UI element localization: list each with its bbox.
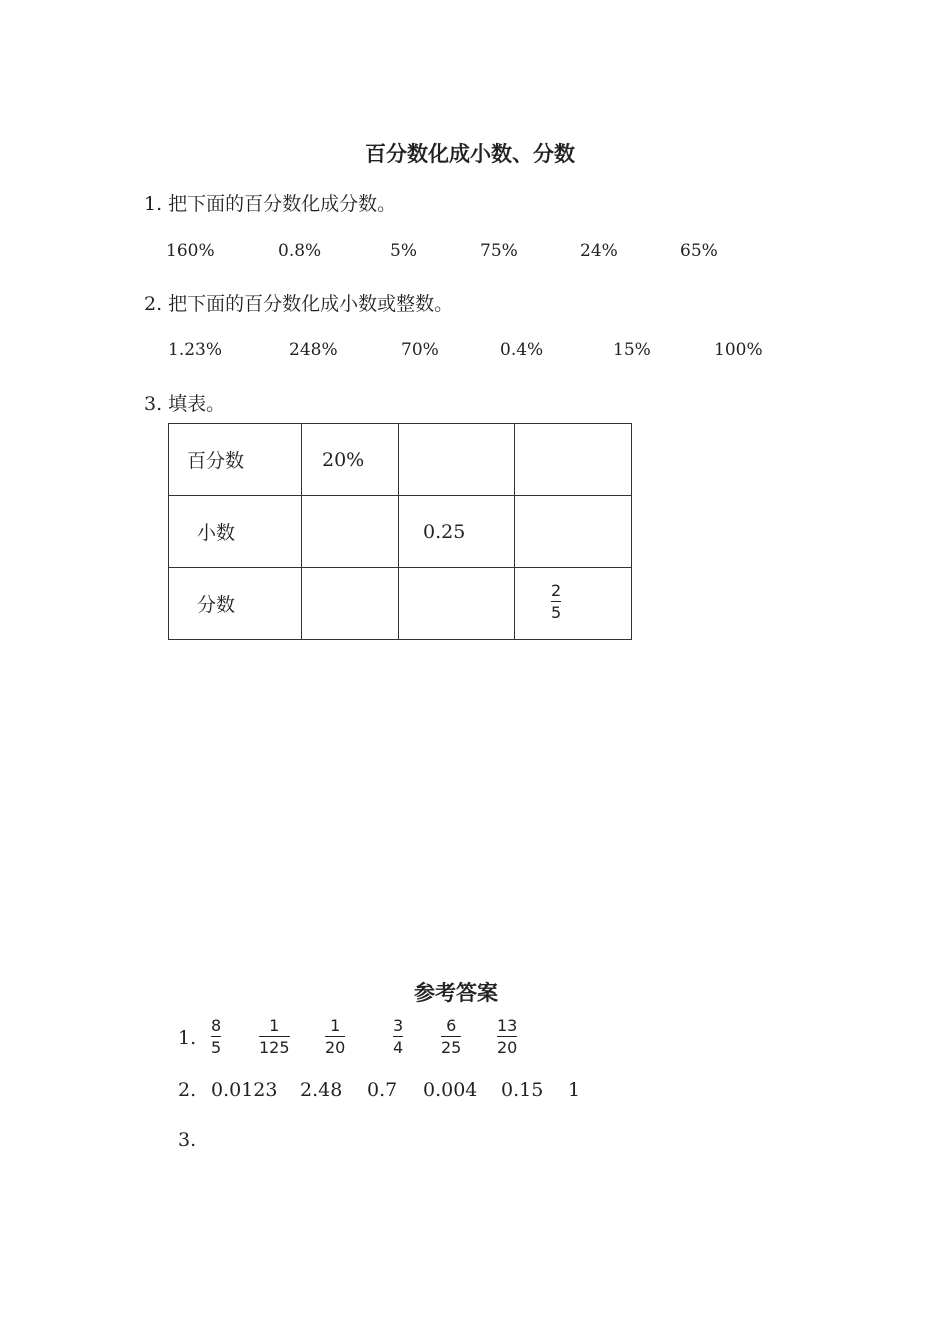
question-1-label: 1. 把下面的百分数化成分数。: [144, 193, 397, 215]
table-row: [169, 568, 632, 640]
table-cell: [515, 424, 632, 496]
table-cell: [399, 568, 515, 640]
q2-item: 248%: [289, 340, 338, 360]
answer-2-value: 0.7: [367, 1079, 398, 1101]
answer-fraction: [211, 1017, 221, 1056]
fraction-bar: [259, 1036, 290, 1037]
q1-item: 65%: [680, 241, 718, 261]
table-cell: 20%: [302, 424, 399, 496]
table-cell: [302, 496, 399, 568]
fraction-bar: [497, 1036, 517, 1037]
q1-item: 75%: [480, 241, 518, 261]
q1-item: 0.8%: [278, 241, 322, 261]
fraction-denominator: 20: [325, 1038, 346, 1057]
answers-title: 参考答案: [414, 981, 498, 1005]
fraction-numerator: 6: [446, 1016, 457, 1035]
fraction-numerator: 2: [551, 581, 562, 600]
fraction-denominator: 20: [497, 1038, 518, 1057]
fraction-bar: [441, 1036, 461, 1037]
table-cell: [515, 568, 632, 640]
question-3-label: 3. 填表。: [144, 393, 226, 415]
table-row: [169, 424, 632, 496]
fraction-numerator: 1: [330, 1016, 341, 1035]
table-cell: [515, 496, 632, 568]
table-row: [169, 496, 632, 568]
fraction-denominator: 4: [393, 1038, 404, 1057]
fraction-bar: [393, 1036, 403, 1037]
fraction-numerator: 3: [393, 1016, 404, 1035]
answer-fraction: [497, 1017, 517, 1056]
fraction-bar: [211, 1036, 221, 1037]
answer-fraction: [325, 1017, 345, 1056]
row-header-fraction: 分数: [169, 568, 302, 640]
fraction-numerator: 1: [269, 1016, 280, 1035]
answer-2-value: 1: [568, 1079, 581, 1101]
answer-2-value: 0.004: [423, 1079, 478, 1101]
fraction-denominator: 5: [551, 603, 562, 622]
fraction-bar: [551, 601, 561, 602]
q2-item: 1.23%: [168, 340, 223, 360]
q2-item: 0.4%: [500, 340, 544, 360]
q1-item: 5%: [390, 241, 417, 261]
table-cell: 0.25: [399, 496, 515, 568]
answer-2-value: 0.15: [501, 1079, 544, 1101]
table-cell: [399, 424, 515, 496]
answer-1-label: 1.: [178, 1027, 197, 1049]
table-cell: [302, 568, 399, 640]
fraction-denominator: 125: [259, 1038, 290, 1057]
q1-item: 160%: [166, 241, 215, 261]
fraction-denominator: 5: [211, 1038, 222, 1057]
fraction-denominator: 25: [441, 1038, 462, 1057]
answer-fraction: [393, 1017, 403, 1056]
fraction-numerator: 13: [497, 1016, 518, 1035]
fraction-bar: [325, 1036, 345, 1037]
answer-fraction: [441, 1017, 461, 1056]
answer-2-label: 2.: [178, 1079, 197, 1101]
page-title: 百分数化成小数、分数: [365, 142, 575, 166]
fraction: [551, 582, 561, 621]
q2-item: 70%: [401, 340, 439, 360]
row-header-decimal: 小数: [169, 496, 302, 568]
answer-2-value: 0.0123: [211, 1079, 278, 1101]
fraction-numerator: 8: [211, 1016, 222, 1035]
answer-2-value: 2.48: [300, 1079, 343, 1101]
q1-item: 24%: [580, 241, 618, 261]
question-2-label: 2. 把下面的百分数化成小数或整数。: [144, 293, 454, 315]
row-header-percent: 百分数: [169, 424, 302, 496]
answer-3-label: 3.: [178, 1129, 197, 1151]
fill-table: [168, 423, 632, 640]
answer-fraction: [259, 1017, 290, 1056]
q2-item: 15%: [613, 340, 651, 360]
q2-item: 100%: [714, 340, 763, 360]
